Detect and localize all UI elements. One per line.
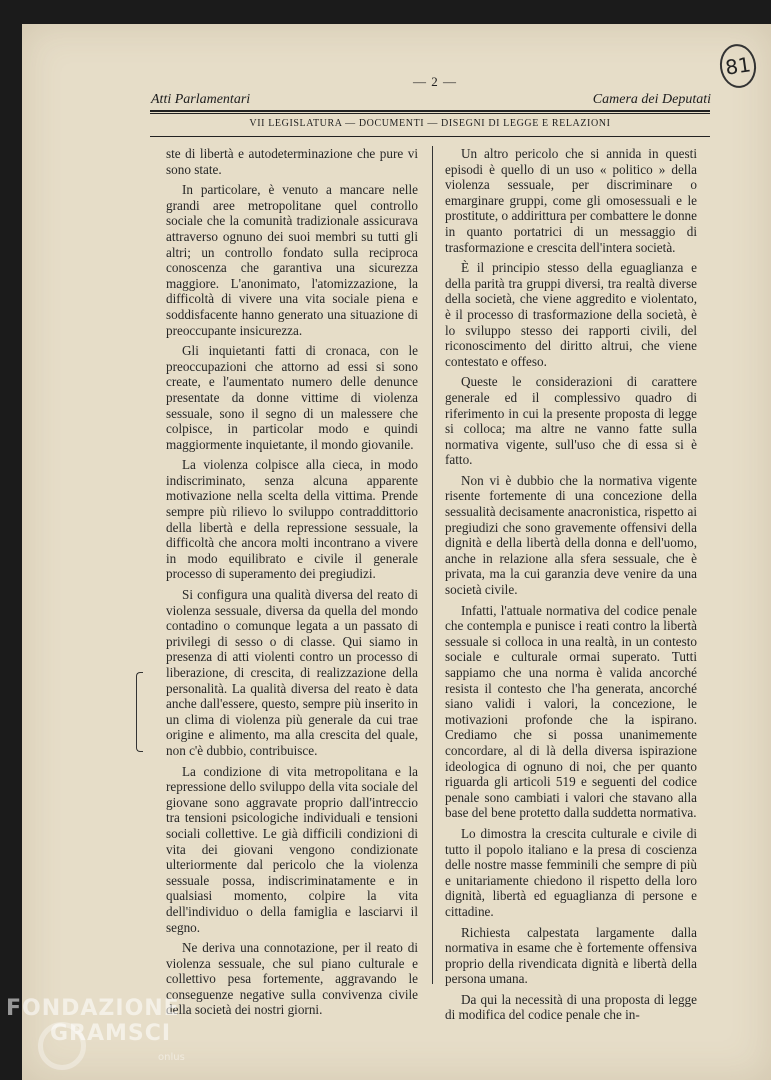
header-left-title: Atti Parlamentari [151, 92, 251, 107]
left-text-column [166, 146, 418, 1023]
handwritten-folio-number: 81 [717, 42, 759, 91]
paragraph: In particolare, è venuto a mancare nelle grandi aree metropolitane quel controllo sociale che la comunità tradizionale assicurava attraverso ognuno dei suoi membri su tutti gli altri; un controllo fondato sulla reciproca conoscenza che garantiva una sicurezza maggiore. L'anonimato, l'atomizzazione, la difficoltà di vivere una vita sociale piena e soddisfacente hanno generato una situazione di preoccupante insicurezza. [166, 182, 418, 338]
paragraph: Un altro pericolo che si annida in questi episodi è quello di un uso « politico » della violenza sessuale, per discriminare o emarginare gruppi, come gli omosessuali e le prostitute, o addirittura per combattere le donne in quanto portatrici di un messaggio di trasformazione e crescita dell'intera società. [445, 146, 697, 255]
paragraph: Da qui la necessità di una proposta di legge di modifica del codice penale che in- [445, 991, 697, 1023]
paragraph: La violenza colpisce alla cieca, in modo indiscriminato, senza alcuna apparente motivazione nella scelta della vittima. Prende sempre più rilievo lo sviluppo contraddittorio della libertà e della repressione sessuale, la difficoltà che ancora molti incontrano a vivere in modo equilibrato e civile il generale processo di superamento dei pregiudizi. [166, 457, 418, 582]
watermark-line2: GRAMSCI [50, 1021, 172, 1046]
header-subtitle: VII LEGISLATURA — DOCUMENTI — DISEGNI DI LEGGE E RELAZIONI [249, 118, 611, 129]
right-text-column [445, 146, 697, 1028]
header-rule-thin [150, 113, 710, 114]
subheader-rule [150, 136, 710, 137]
header-rule-thick [150, 110, 710, 112]
margin-bracket-mark [136, 672, 143, 752]
paragraph: Si configura una qualità diversa del reato di violenza sessuale, diversa da quella del mondo contadino o comunque legata a un passato di privilegi di sesso o di classe. Qui siamo in presenza di atti violenti contro un processo di liberazione, di crescita, di realizzazione della personalità. La qualità diversa del reato è data anche dall'essere, questo, sempre più inserito in un clima di violenza più generale da cui trae origine e alimento, ma alla crescita del quale, non c'è dubbio, contribuisce. [166, 587, 418, 758]
paragraph: Ne deriva una connotazione, per il reato di violenza sessuale, che sul piano culturale e collettivo pesa fortemente, aggravando le conseguenze negative sulla convivenza civile della società dei nostri giorni. [166, 940, 418, 1018]
paragraph: La condizione di vita metropolitana e la repressione dello sviluppo della vita sociale del giovane sono aggravate proprio dall'intreccio tra tensioni psicologiche individuali e tensioni sociali collettive. Le già difficili condizioni di vita dei giovani vengono condizionate ulteriormente dal pericolo che la violenza sessuale possa, indiscriminatamente e in qualsiasi momento, colpire la vita dell'individuo o della famiglia e lasciarvi il segno. [166, 763, 418, 935]
paragraph: Queste le considerazioni di carattere generale ed il complessivo quadro di riferimento in cui la presente proposta di legge si colloca; ma altre ne vanno fatte sulla normativa vigente, sull'uso che di essa si è fatto. [445, 374, 697, 468]
watermark-line1: FONDAZIONE [6, 996, 180, 1021]
paragraph: È il principio stesso della eguaglianza e della parità tra gruppi diversi, tra realtà diverse della società, che viene aggredito e violentato, è il processo di trasformazione della società, è lo sviluppo stesso dei rapporti civili, del riconoscimento del diritto altrui, che viene contestato e offeso. [445, 260, 697, 369]
paragraph: Richiesta calpestata largamente dalla normativa in esame che è fortemente offensiva proprio della rivendicata dignità e libertà della persona umana. [445, 924, 697, 987]
paragraph: Lo dimostra la crescita culturale e civile di tutto il popolo italiano e la presa di coscienza delle nostre masse femminili che sempre di più e unitariamente chiedono il rispetto della loro dignità, libertà ed eguaglianza di persone e cittadine. [445, 825, 697, 919]
paragraph: ste di libertà e autodeterminazione che pure vi sono state. [166, 146, 418, 177]
header-right-title: Camera dei Deputati [592, 92, 711, 107]
watermark-line3: onlus [158, 1052, 185, 1063]
paragraph: Gli inquietanti fatti di cronaca, con le preoccupazioni che attorno ad essi si sono create, e l'aumentato numero delle denunce presentate da donne vittime di violenza sessuale, sono il segno di un malessere che colpisce, in particolar modo e quindi maggiormente inquietante, il mondo giovanile. [166, 343, 418, 452]
watermark [6, 996, 180, 1046]
page-number: — 2 — [413, 74, 457, 89]
column-divider [432, 146, 433, 984]
paragraph: Infatti, l'attuale normativa del codice penale che contempla e punisce i reati contro la libertà sessuale si colloca in una realtà, in un contesto sociale e culturale ormai superato. Tutti sappiamo che una norma è valida ancorché resista il contesto che l'ha generata, ancorché siano validi i valori, la concezione, le motivazioni profonde che la ispirano. Crediamo che si possa unanimemente concordare, al di là della diversa ispirazione ideologica di ognuno di noi, che per quanto riguarda gli articoli 519 e seguenti del codice penale sono cambiati i valori che stavano alla base del bene protetto dalla suddetta normativa. [445, 602, 697, 821]
paragraph: Non vi è dubbio che la normativa vigente risente fortemente di una concezione della sessualità decisamente anacronistica, rispetto ai pregiudizi che sono gravemente offensivi della dignità e della libertà della donna e dell'uomo, anche in relazione alla sfera sessuale, che è privata, ma la cui garanzia deve venire da una società civile. [445, 472, 697, 598]
